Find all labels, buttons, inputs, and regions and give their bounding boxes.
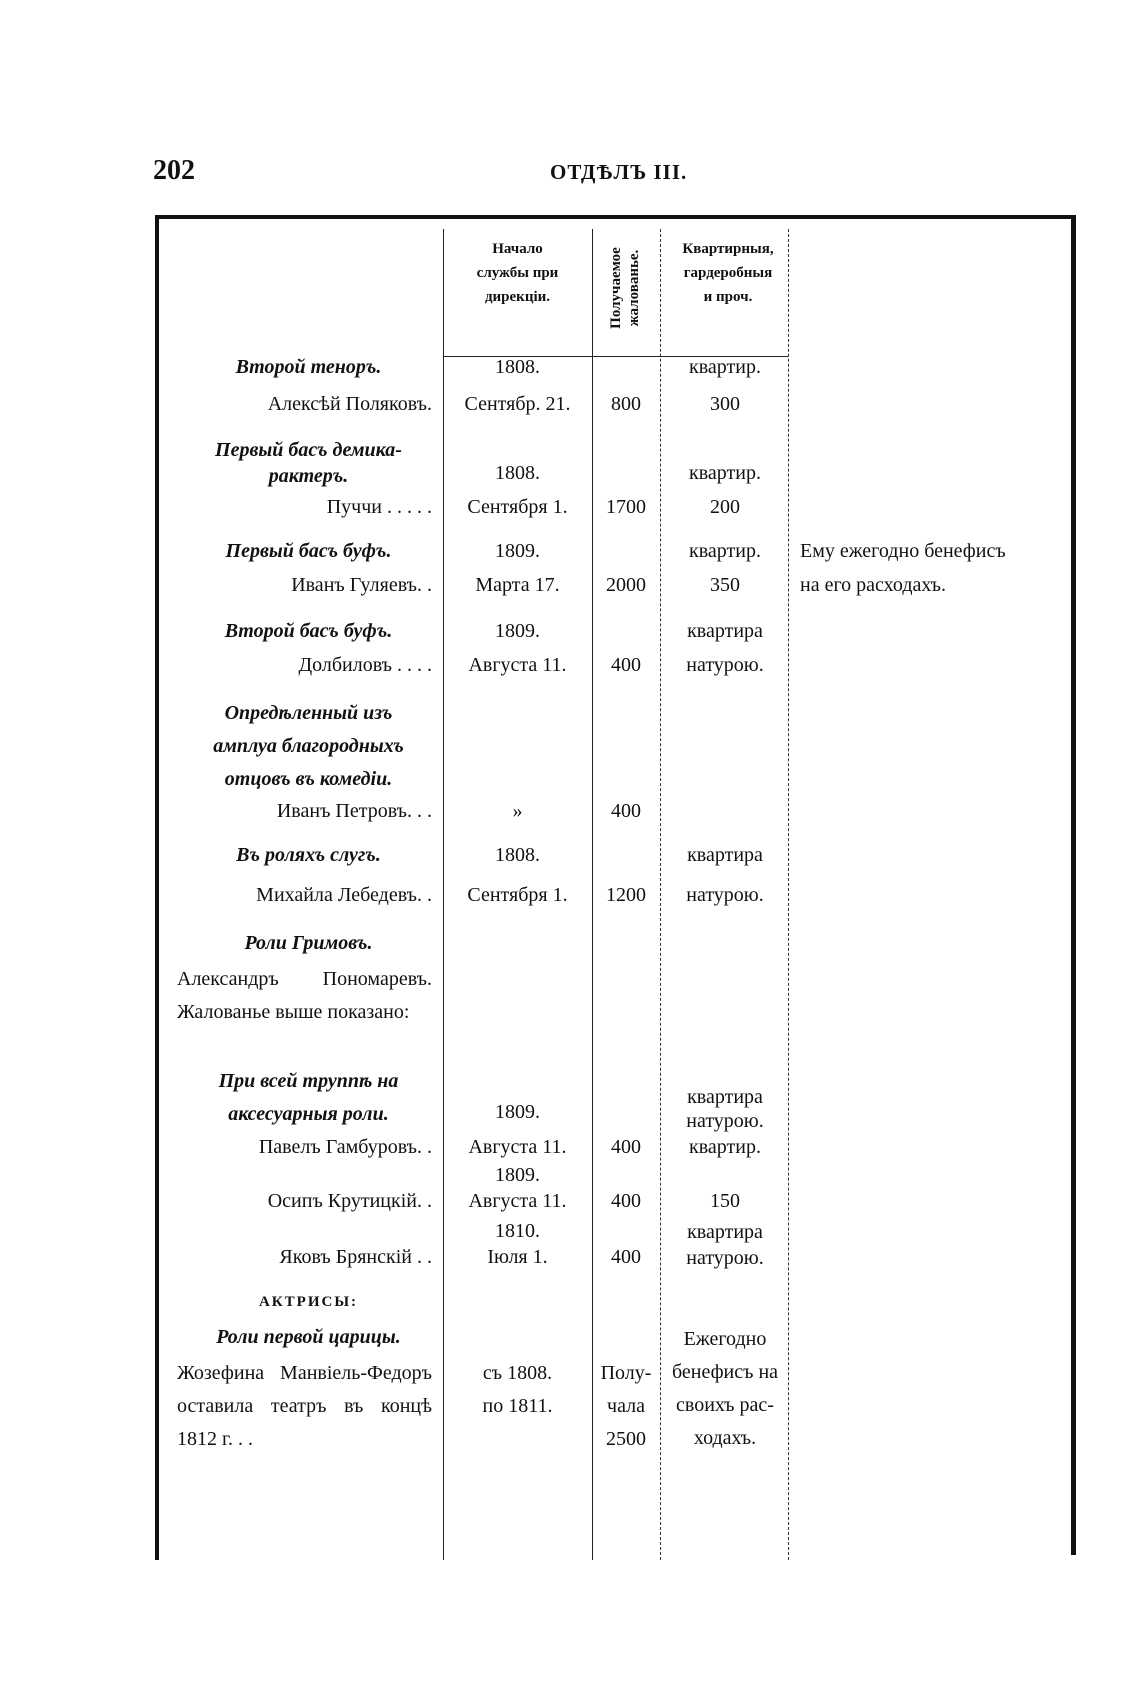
column-divider xyxy=(592,229,593,1560)
start-year: 1809. xyxy=(495,1101,540,1123)
salary-line: чала xyxy=(607,1395,645,1417)
role-heading: Въ роляхъ слугъ. xyxy=(236,844,381,866)
header-extra xyxy=(667,237,789,309)
start-date: Сентября 1. xyxy=(467,884,568,906)
role-line: отцовъ въ комедіи. xyxy=(224,768,393,790)
start-year: 1808. xyxy=(495,844,540,866)
start-date: Августа 11. xyxy=(468,1136,567,1158)
salary-value: 400 xyxy=(611,654,641,676)
person-name: Долбиловъ . . . . xyxy=(298,654,432,676)
extra-line: Ежегодно xyxy=(683,1328,767,1350)
extra-line: бенефисъ на xyxy=(671,1361,779,1383)
start-date: Августа 11. xyxy=(468,654,567,676)
person-name: Осипъ Крутицкій. . xyxy=(267,1190,432,1212)
salary-value xyxy=(595,1357,657,1456)
extra-value xyxy=(665,1219,785,1271)
header-line: гардеробныя xyxy=(683,265,773,281)
salary-value: 800 xyxy=(611,393,641,415)
extra-value: квартира xyxy=(687,844,763,866)
start-year: 1809. xyxy=(495,1164,540,1186)
start-date: » xyxy=(512,800,523,822)
header-line: Получаемое xyxy=(608,247,624,329)
start-date: Сентябр. 21. xyxy=(464,393,571,415)
role-line: Опредѣленный изъ xyxy=(224,702,393,724)
person-name: Павелъ Гамбуровъ. . xyxy=(258,1136,432,1158)
salary-value: 400 xyxy=(611,800,641,822)
start-date: Сентября 1. xyxy=(467,496,568,518)
role-line: рактеръ. xyxy=(268,465,349,487)
person-name: Иванъ Гуляевъ. . xyxy=(291,574,432,596)
note-text: Александръ Пономаревъ. Жалованье выше показано: xyxy=(177,968,432,1023)
page-number: 202 xyxy=(153,155,195,186)
role-heading: Первый басъ буфъ. xyxy=(225,540,392,562)
column-divider xyxy=(788,229,789,1560)
extra-value: натурою. xyxy=(686,654,764,676)
role-heading xyxy=(177,437,440,489)
header-salary-text xyxy=(607,247,643,329)
extra-value xyxy=(665,1323,785,1455)
header-line: и проч. xyxy=(703,289,753,305)
extra-value: 300 xyxy=(710,393,740,415)
header-line: Начало xyxy=(492,241,543,257)
person-name: Михайла Лебедевъ. . xyxy=(256,884,432,906)
table-border-left xyxy=(155,215,159,1560)
start-date xyxy=(445,1357,590,1423)
extra-line: своихъ рас- xyxy=(676,1394,774,1416)
header-line: службы при xyxy=(476,265,559,281)
role-line: аксесуарныя роли. xyxy=(228,1103,389,1125)
remark: Ему ежегодно бенефисъ xyxy=(800,540,1006,562)
start-date: Марта 17. xyxy=(475,574,560,596)
salary-line: Полу- xyxy=(600,1362,652,1384)
header-line: Квартирныя, xyxy=(682,241,774,257)
staff-table xyxy=(155,215,1075,1560)
role-line: При всей труппѣ на xyxy=(218,1070,399,1092)
extra-line: ходахъ. xyxy=(693,1427,757,1449)
header-line: жалованье. xyxy=(626,249,642,327)
table-border-right xyxy=(1071,215,1076,1555)
date-line: по 1811. xyxy=(482,1395,553,1417)
salary-value: 1200 xyxy=(606,884,646,906)
remark: на его расходахъ. xyxy=(800,574,946,596)
extra-value: 350 xyxy=(710,574,740,596)
salary-value: 400 xyxy=(611,1246,641,1268)
extra-value: 150 xyxy=(710,1190,740,1212)
extra-value xyxy=(665,1085,785,1133)
person-name: Яковъ Брянскій . . xyxy=(279,1246,432,1268)
header-start-of-service xyxy=(445,237,590,309)
extra-line: квартира xyxy=(687,1086,763,1108)
extra-value: 200 xyxy=(710,496,740,518)
role-line: Первый басъ демика- xyxy=(215,439,402,461)
extra-value: квартира xyxy=(687,620,763,642)
extra-value: квартир. xyxy=(689,356,761,378)
person-name: Пуччи . . . . . xyxy=(326,496,432,518)
column-divider xyxy=(443,229,444,1560)
role-heading: Второй басъ буфъ. xyxy=(224,620,393,642)
start-year: 1809. xyxy=(495,620,540,642)
person-name: Иванъ Петровъ. . . xyxy=(276,800,432,822)
extra-value: квартир. xyxy=(689,462,761,484)
role-heading: Роли Гримовъ. xyxy=(244,932,373,954)
salary-value: 2000 xyxy=(606,574,646,596)
start-year: 1810. xyxy=(495,1220,540,1242)
role-heading xyxy=(177,1065,440,1131)
start-year: 1808. xyxy=(495,462,540,484)
start-year: 1809. xyxy=(495,540,540,562)
note-text: Жозефина Манвіель-Федоръ оставила театръ въ концѣ 1812 г. . . xyxy=(177,1362,432,1450)
role-heading: Второй теноръ. xyxy=(235,356,382,378)
section-heading: АКТРИСЫ: xyxy=(258,1294,359,1310)
date-line: съ 1808. xyxy=(482,1362,553,1384)
salary-value: 400 xyxy=(611,1190,641,1212)
start-year: 1808. xyxy=(495,356,540,378)
role-line: амплуа благородныхъ xyxy=(213,735,404,757)
extra-line: натурою. xyxy=(686,1110,764,1132)
start-date: Августа 11. xyxy=(468,1190,567,1212)
salary-value: 1700 xyxy=(606,496,646,518)
header-line: дирекціи. xyxy=(484,289,551,305)
role-heading xyxy=(177,697,440,796)
header-salary xyxy=(595,225,655,351)
start-date: Іюля 1. xyxy=(487,1246,548,1268)
salary-value: 400 xyxy=(611,1136,641,1158)
extra-value: натурою. xyxy=(686,884,764,906)
running-title: ОТДѢЛЪ III. xyxy=(550,160,688,184)
extra-line: квартира xyxy=(687,1221,763,1243)
table-border-top xyxy=(155,215,1075,219)
extra-value: квартир. xyxy=(689,1136,761,1158)
role-heading: Роли первой царицы. xyxy=(216,1326,401,1348)
person-name: Алексѣй Поляковъ. xyxy=(267,393,432,415)
column-divider xyxy=(660,229,661,1560)
salary-line: 2500 xyxy=(606,1428,646,1450)
extra-line: натурою. xyxy=(686,1247,764,1269)
extra-value: квартир. xyxy=(689,540,761,562)
